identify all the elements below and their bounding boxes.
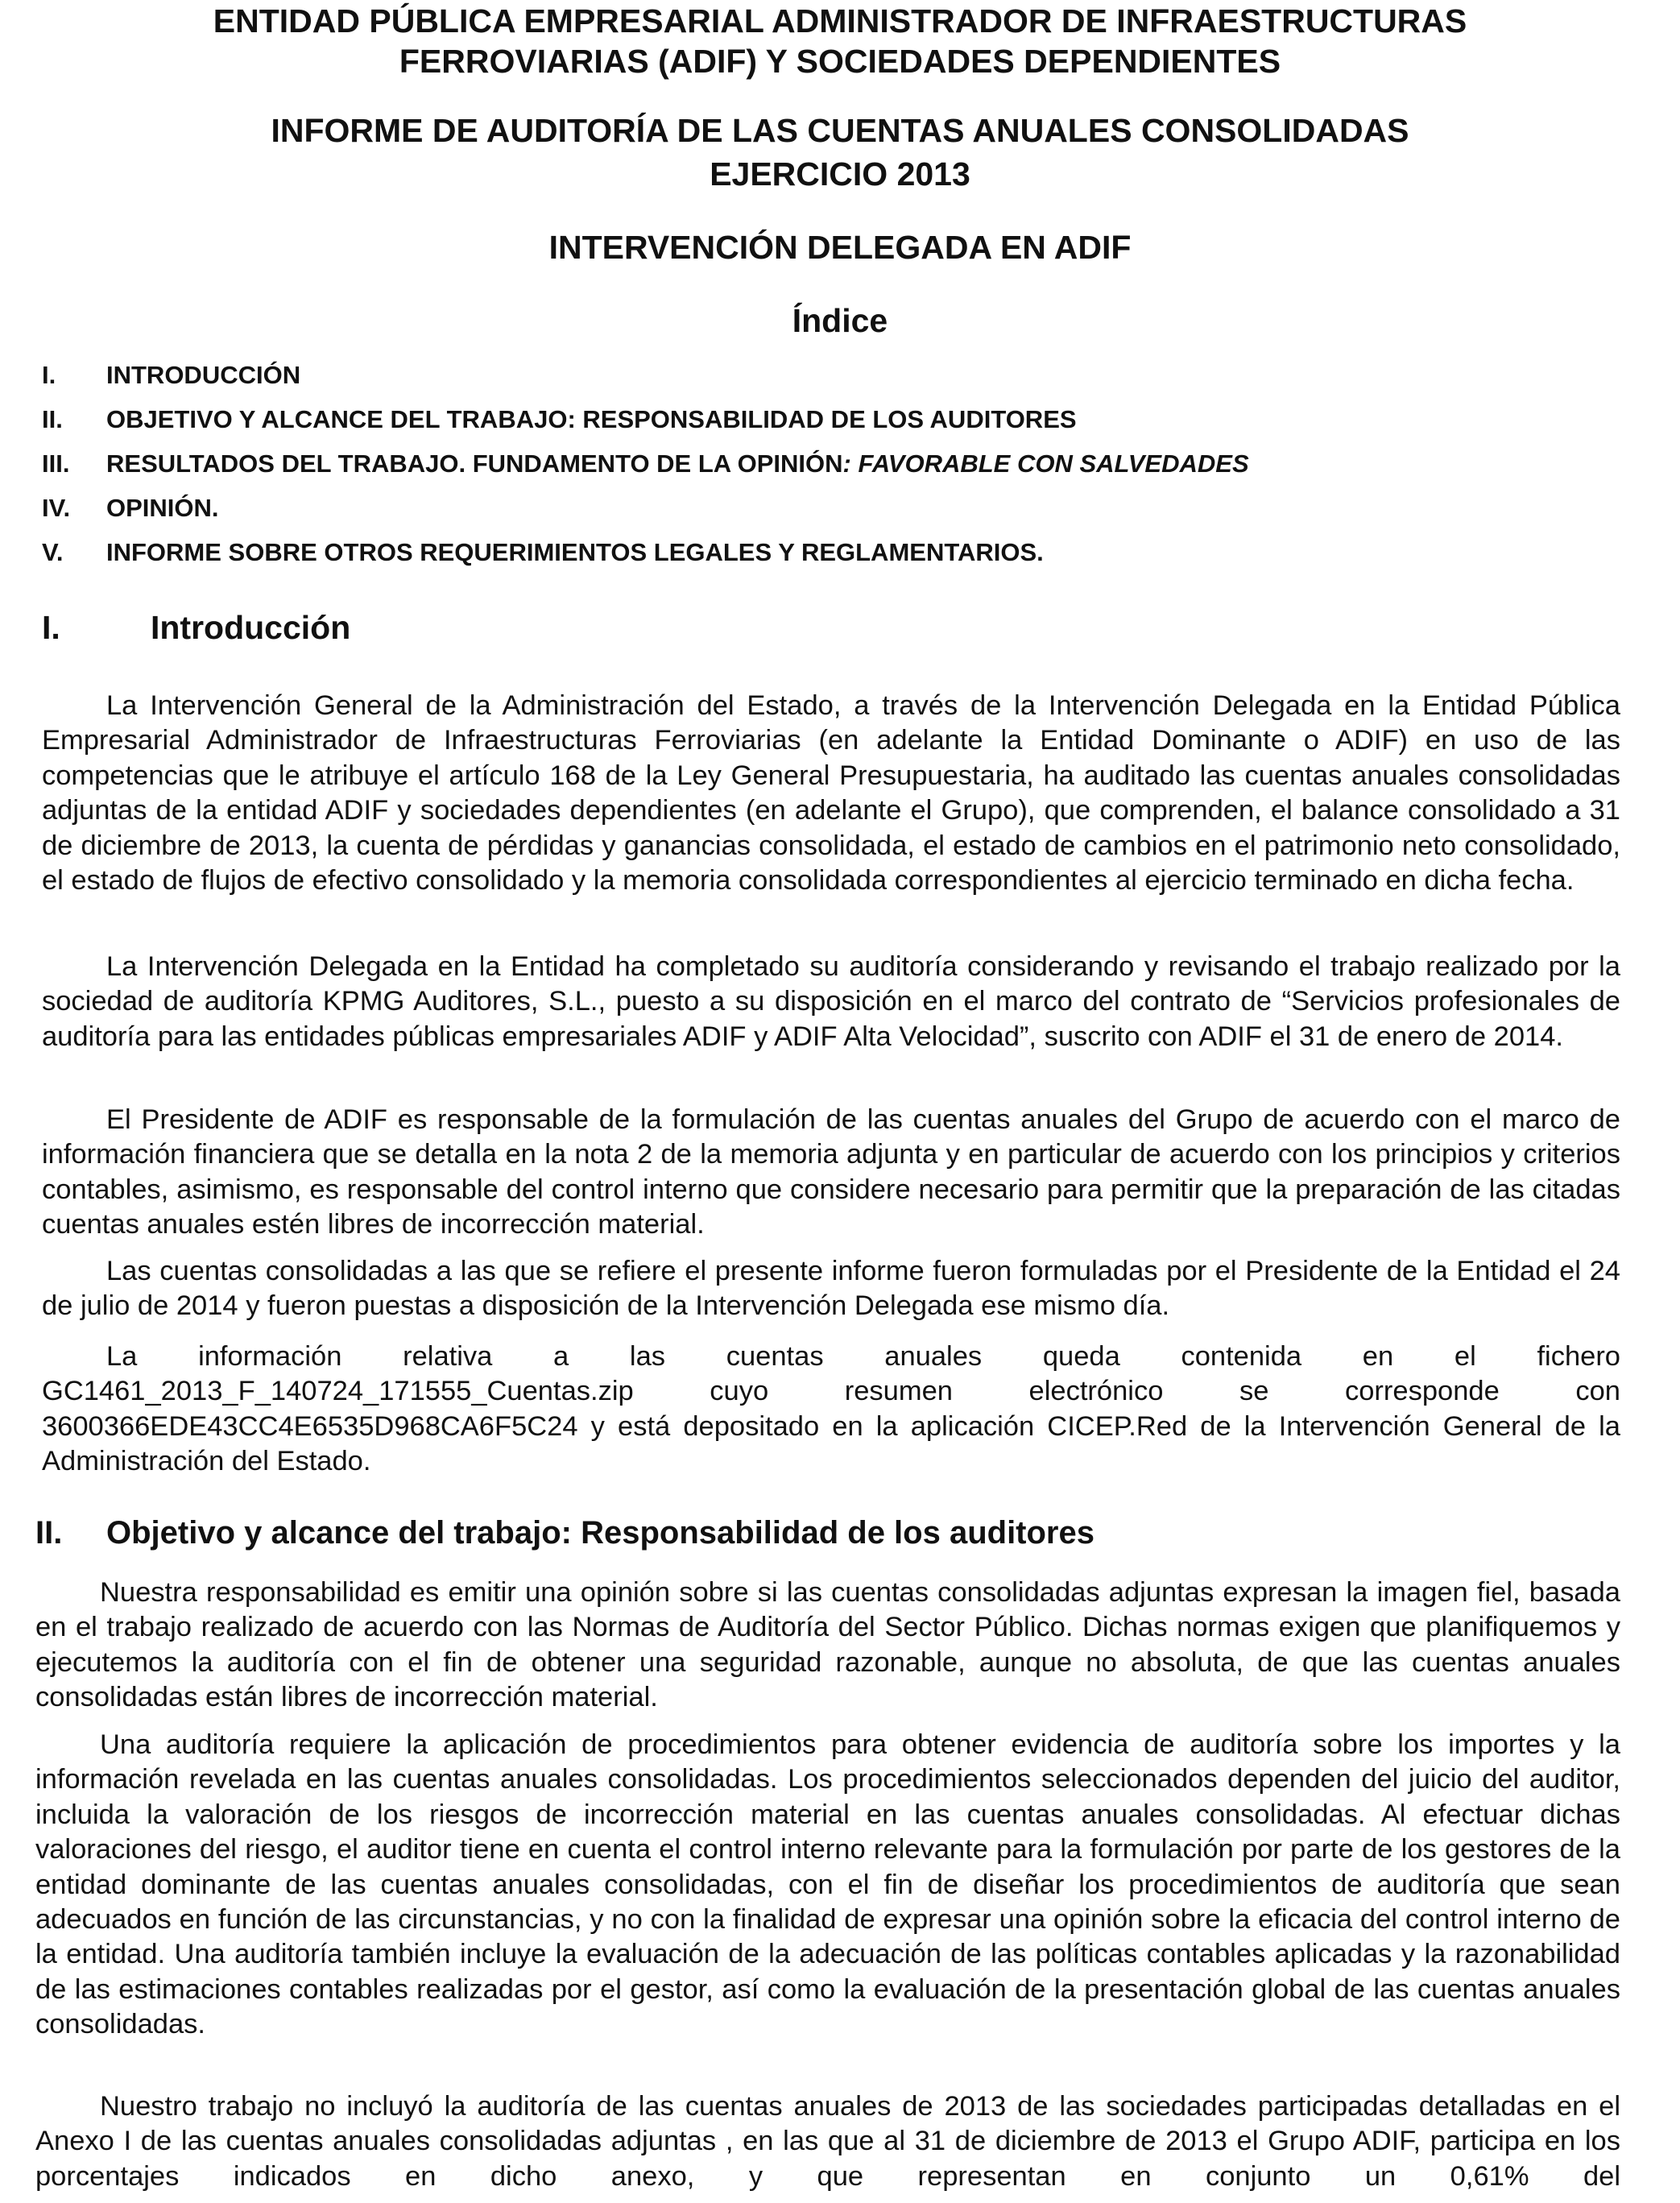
toc-item-number: II.	[42, 405, 63, 433]
entity-title-line-2: FERROVIARIAS (ADIF) Y SOCIEDADES DEPENDIENTES	[399, 43, 1281, 80]
paragraph: Nuestra responsabilidad es emitir una opinión sobre si las cuentas consolidadas adjuntas expresan la imagen fiel, basada en el trabajo realizado de acuerdo con las Normas de Auditoría del Sector Público. Dichas normas exigen que planifiquemos y ejecutemos la auditoría con el fin de obtener una seguridad razonable, aunque no absoluta, de que las cuentas anuales consolidadas están libres de incorrección material.	[35, 1577, 1620, 1713]
section-title: Introducción	[151, 609, 351, 646]
toc-item-label: INTRODUCCIÓN	[106, 361, 301, 389]
toc-item-number: IV.	[42, 494, 71, 522]
paragraph: Nuestro trabajo no incluyó la auditoría de las cuentas anuales de 2013 de las sociedades participadas detalladas en el Anexo I de las cuentas anuales consolidadas adjuntas , en las que al 31 de diciembre de 2013 el Grupo ADIF, participa en los porcentajes indicados en dicho anexo, y que representan en conjunto un 0,61% del	[35, 2091, 1620, 2192]
toc-item-number: III.	[42, 449, 70, 478]
section-title: Objetivo y alcance del trabajo: Responsabilidad de los auditores	[106, 1515, 1094, 1551]
paragraph: La información relativa a las cuentas anuales queda contenida en el fichero GC1461_2013_F_140724_171555_Cuentas.zip cuyo resumen electrónico se corresponde con 3600366EDE43CC4E6535D968CA6F5C24 y está depositado en la aplicación CICEP.Red de la Intervención General de la Administración del Estado.	[42, 1341, 1620, 1477]
index-title: Índice	[792, 302, 888, 339]
toc-item-label: OPINIÓN.	[106, 494, 219, 522]
intervention-title: INTERVENCIÓN DELEGADA EN ADIF	[548, 229, 1132, 266]
section-number: I.	[42, 609, 60, 646]
paragraph: La Intervención General de la Administración del Estado, a través de la Intervención Delegada en la Entidad Pública Empresarial Administrador de Infraestructuras Ferroviarias (en adelante la Entidad Dominante o ADIF) en uso de las competencias que le atribuye el artículo 168 de la Ley General Presupuestaria, ha auditado las cuentas anuales consolidadas adjuntas de la entidad ADIF y sociedades dependientes (en adelante el Grupo), que comprenden, el balance consolidado a 31 de diciembre de 2013, la cuenta de pérdidas y ganancias consolidada, el estado de cambios en el patrimonio neto consolidado, el estado de flujos de efectivo consolidado y la memoria consolidada correspondientes al ejercicio terminado en dicha fecha.	[42, 690, 1620, 897]
toc-item-label-text: RESULTADOS DEL TRABAJO. FUNDAMENTO DE LA OPINIÓN	[106, 449, 843, 478]
paragraph: La Intervención Delegada en la Entidad ha completado su auditoría considerando y revisando el trabajo realizado por la sociedad de auditoría KPMG Auditores, S.L., puesto a su disposición en el marco del contrato de “Servicios profesionales de auditoría para las entidades públicas empresariales ADIF y ADIF Alta Velocidad”, suscrito con ADIF el 31 de enero de 2014.	[42, 951, 1620, 1052]
paragraph: Una auditoría requiere la aplicación de procedimientos para obtener evidencia de auditoría sobre los importes y la información revelada en las cuentas anuales consolidadas. Los procedimientos seleccionados dependen del juicio del auditor, incluida la valoración de los riesgos de incorrección material en las cuentas anuales consolidadas. Al efectuar dichas valoraciones del riesgo, el auditor tiene en cuenta el control interno relevante para la formulación por parte de los gestores de la entidad dominante de las cuentas anuales consolidadas, con el fin de diseñar los procedimientos de auditoría que sean adecuados en función de las circunstancias, y no con la finalidad de expresar una opinión sobre la eficacia del control interno de la entidad. Una auditoría también incluye la evaluación de la adecuación de las políticas contables aplicadas y la razonabilidad de las estimaciones contables realizadas por el gestor, así como la evaluación de la presentación global de las cuentas anuales consolidadas.	[35, 1729, 1620, 2040]
toc-item-label-emphasis: : FAVORABLE CON SALVEDADES	[842, 449, 1249, 478]
section-number: II.	[35, 1515, 63, 1551]
toc-item-label: INFORME SOBRE OTROS REQUERIMIENTOS LEGALES Y REGLAMENTARIOS.	[106, 538, 1044, 566]
report-title-line-1: INFORME DE AUDITORÍA DE LAS CUENTAS ANUALES CONSOLIDADAS	[271, 112, 1409, 149]
toc-item-label: OBJETIVO Y ALCANCE DEL TRABAJO: RESPONSABILIDAD DE LOS AUDITORES	[106, 405, 1077, 433]
paragraph: El Presidente de ADIF es responsable de la formulación de las cuentas anuales del Grupo de acuerdo con el marco de información financiera que se detalla en la nota 2 de la memoria adjunta y en particular de acuerdo con los principios y criterios contables, asimismo, es responsable del control interno que considere necesario para permitir que la preparación de las citadas cuentas anuales estén libres de incorrección material.	[42, 1104, 1620, 1240]
toc-item-number: V.	[42, 538, 64, 566]
report-title-line-2: EJERCICIO 2013	[710, 155, 970, 193]
paragraph: Las cuentas consolidadas a las que se refiere el presente informe fueron formuladas por el Presidente de la Entidad el 24 de julio de 2014 y fueron puestas a disposición de la Intervención Delegada ese mismo día.	[42, 1256, 1620, 1322]
toc-item-number: I.	[42, 361, 56, 389]
toc-item-label	[106, 449, 1249, 478]
entity-title-line-1: ENTIDAD PÚBLICA EMPRESARIAL ADMINISTRADOR DE INFRAESTRUCTURAS	[213, 2, 1467, 39]
